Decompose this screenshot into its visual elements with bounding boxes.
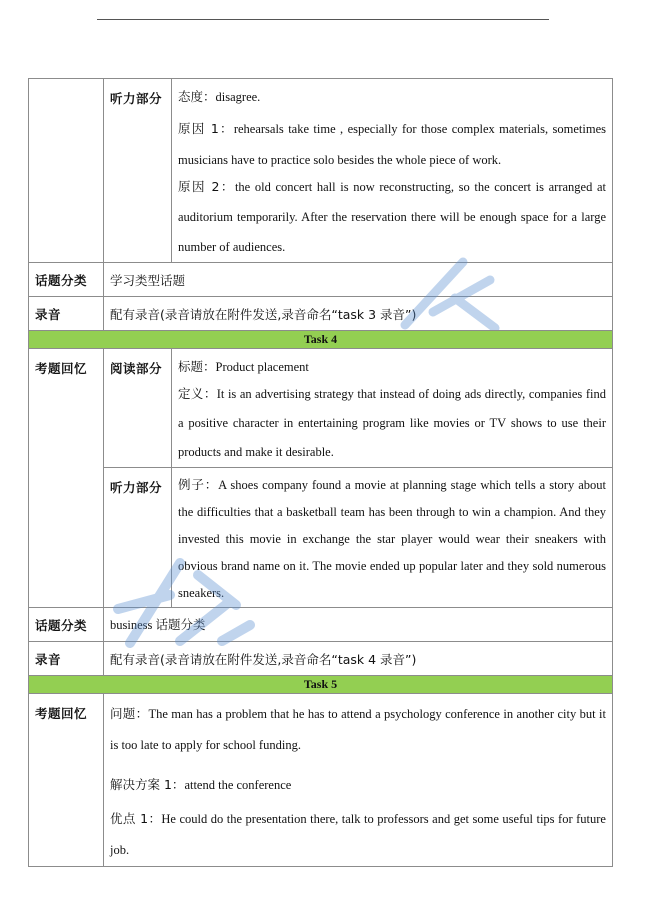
recording-label: 录音 (29, 297, 104, 331)
task4-reading-row (29, 349, 613, 468)
task4-recording-value: 配有录音(录音请放在附件发送,录音命名“task 4 录音”) (104, 642, 613, 676)
problem-key: 问题： (110, 706, 149, 721)
task3-recording-row (29, 297, 613, 331)
header-rule (97, 19, 549, 20)
solution1-key: 解决方案 1： (110, 777, 185, 792)
task3-topic-row (29, 263, 613, 297)
task3-listening-row (29, 79, 613, 263)
task3-topic-value: 学习类型话题 (104, 263, 613, 297)
task4-listening-row (29, 468, 613, 608)
task-table (28, 78, 613, 867)
reason1-value: rehearsals take time , especially for those complex materials, sometimes musicians have to practice solo besides the whole piece of work. (178, 122, 606, 167)
task5-recall-row (29, 694, 613, 867)
task4-reading-content (172, 349, 613, 468)
task4-listening-content (172, 468, 613, 608)
reading-label: 阅读部分 (104, 349, 172, 468)
example-value: A shoes company found a movie at planning stage which tells a story about the difficulties that a basketball team has been through to win a champion. And they invested this movie in exchange the star player would wear their sneakers with obvious brand name on it. The movie ended up popular later and they sold numerous sneakers. (178, 478, 606, 600)
attitude-key: 态度： (178, 89, 216, 104)
task5-recall-content (104, 694, 613, 867)
advantage1-value: He could do the presentation there, talk to professors and get some useful tips for future job. (110, 812, 606, 857)
task3-recording-value: 配有录音(录音请放在附件发送,录音命名“task 3 录音”) (104, 297, 613, 331)
definition-value: It is an advertising strategy that instead of doing ads directly, companies find a positive character in entertaining program like movies or TV shows to use their products and make it desirable. (178, 387, 606, 459)
problem-value: The man has a problem that he has to attend a psychology conference in another city but it is too late to apply for school funding. (110, 707, 606, 752)
reason2-key: 原因 2： (178, 179, 235, 194)
definition-key: 定义： (178, 386, 217, 401)
attitude-value: disagree. (215, 90, 261, 104)
task4-recording-row (29, 642, 613, 676)
advantage1-key: 优点 1： (110, 811, 162, 826)
topic-label: 话题分类 (29, 608, 104, 642)
task3-listening-content (172, 79, 613, 263)
task4-topic-value (104, 608, 613, 642)
title-key: 标题： (178, 359, 216, 374)
listening-label: 听力部分 (104, 468, 172, 608)
recall-label: 考题回忆 (29, 694, 104, 867)
task5-header-row (29, 676, 613, 694)
listening-label: 听力部分 (104, 79, 172, 263)
recording-label: 录音 (29, 642, 104, 676)
reason2-value: the old concert hall is now reconstructing, so the concert is arranged at auditorium temporarily. After the reservation there will be enough space for a large number of audiences. (178, 180, 606, 254)
task4-header-row (29, 331, 613, 349)
topic-value-cn: 话题分类 (155, 616, 206, 632)
title-value: Product placement (215, 360, 309, 374)
task4-topic-row (29, 608, 613, 642)
solution1-value: attend the conference (184, 778, 292, 792)
example-key: 例子： (178, 477, 219, 492)
task5-header: Task 5 (29, 676, 613, 694)
empty-cell (29, 79, 104, 263)
task4-header: Task 4 (29, 331, 613, 349)
topic-label: 话题分类 (29, 263, 104, 297)
topic-value-en: business (110, 617, 153, 632)
reason1-key: 原因 1： (178, 121, 234, 136)
recall-label: 考题回忆 (29, 349, 104, 608)
